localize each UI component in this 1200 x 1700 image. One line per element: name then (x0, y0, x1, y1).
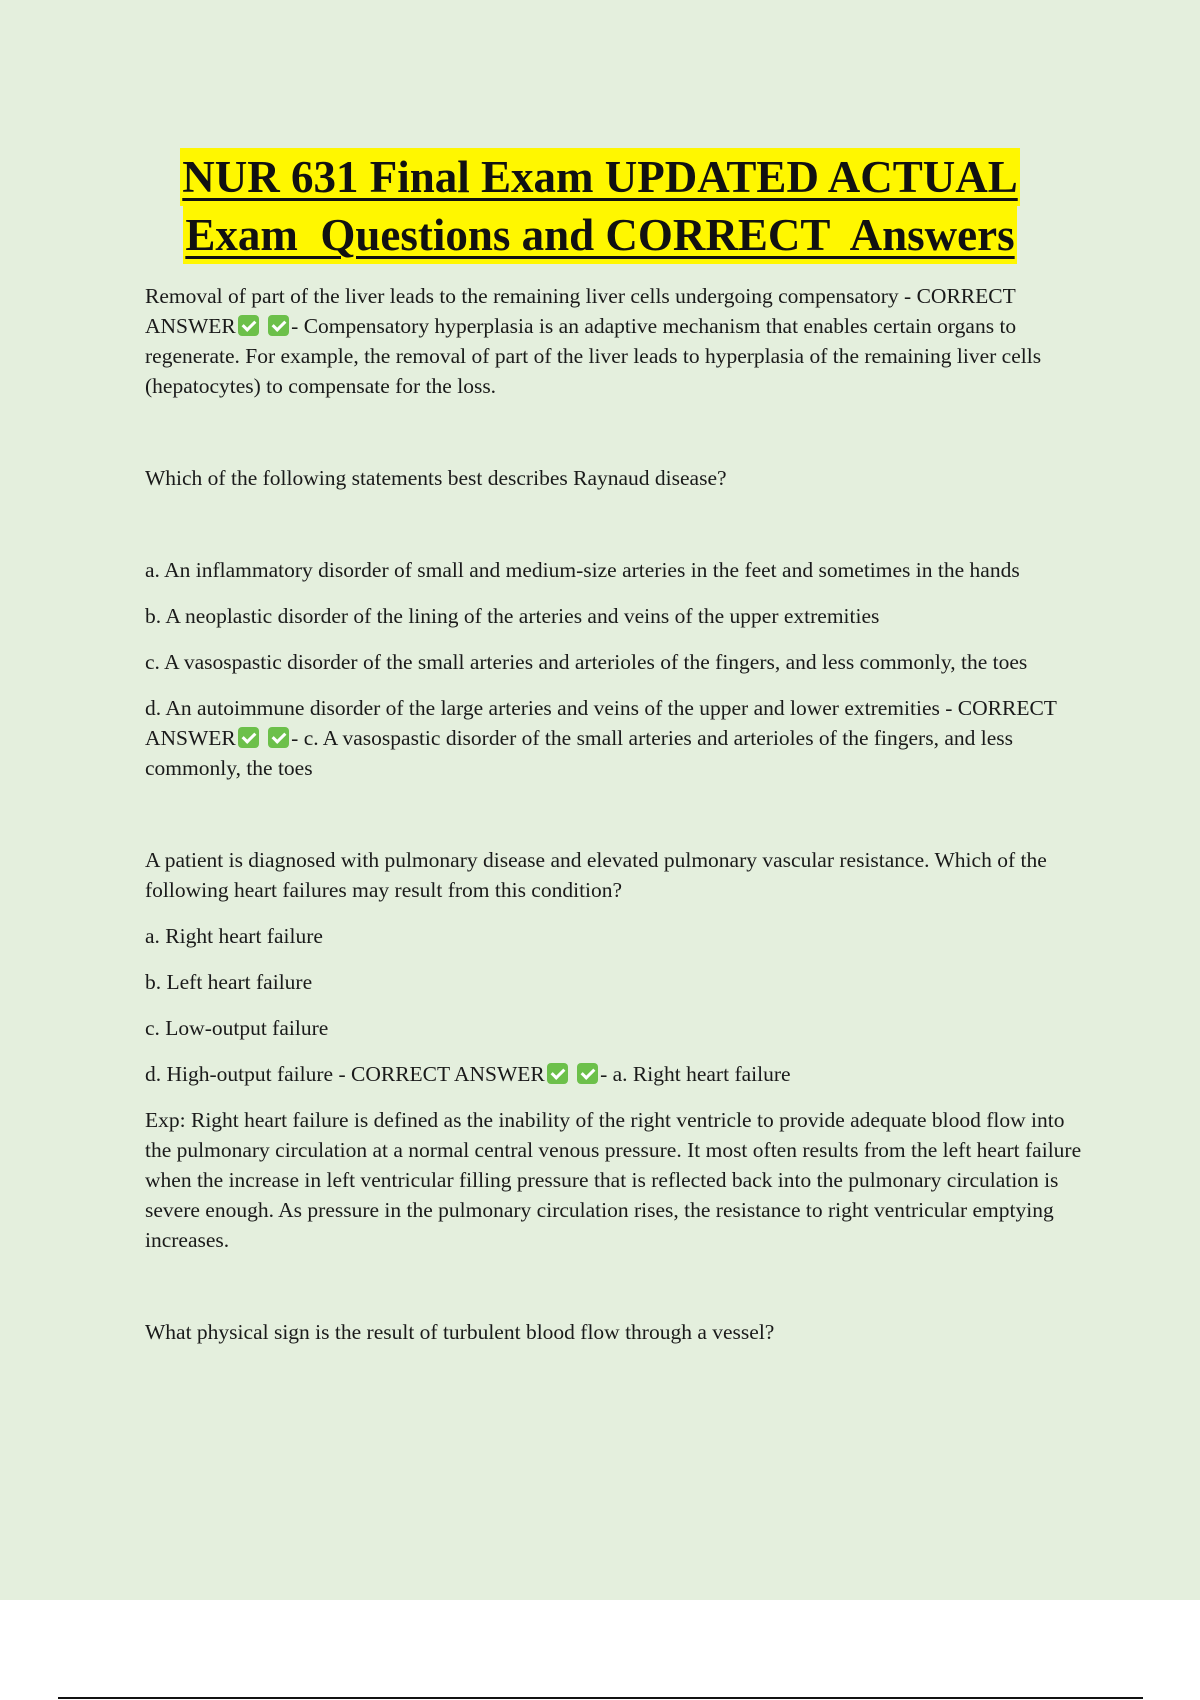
document-body (145, 281, 1095, 1347)
question-3-text: A patient is diagnosed with pulmonary disease and elevated pulmonary vascular resistance. Which of the following heart failures may result from this condition? (145, 848, 1047, 902)
question-1 (145, 281, 1095, 401)
title-line-1: NUR 631 Final Exam UPDATED ACTUAL (180, 148, 1019, 206)
question-3-option-d (145, 1059, 1095, 1089)
question-3-option-c: c. Low-output failure (145, 1016, 329, 1040)
question-2-text: Which of the following statements best describes Raynaud disease? (145, 466, 727, 490)
question-3-answer: - a. Right heart failure (600, 1062, 791, 1086)
check-box-icon (238, 315, 259, 336)
check-box-icon (268, 727, 289, 748)
question-2-option-c: c. A vasospastic disorder of the small arteries and arterioles of the fingers, and less commonly, the toes (145, 650, 1028, 674)
question-2-option-d (145, 693, 1095, 783)
question-3-option-a: a. Right heart failure (145, 924, 323, 948)
document-title (0, 148, 1200, 264)
question-4-text: What physical sign is the result of turbulent blood flow through a vessel? (145, 1320, 775, 1344)
footer-divider (58, 1697, 1143, 1699)
check-box-icon (577, 1063, 598, 1084)
question-3-explanation: Exp: Right heart failure is defined as the inability of the right ventricle to provide adequate blood flow into the pulmonary circulation at a normal central venous pressure. It most often results from the left heart failure when the increase in left ventricular filling pressure that is reflected back into the pulmonary circulation is severe enough. As pressure in the pulmonary circulation rises, the resistance to right ventricular emptying increases. (145, 1108, 1082, 1252)
question-3-option-d-text: d. High-output failure - CORRECT ANSWER (145, 1062, 545, 1086)
check-box-icon (238, 727, 259, 748)
question-2-option-b: b. A neoplastic disorder of the lining of the arteries and veins of the upper extremities (145, 604, 880, 628)
question-2-option-a: a. An inflammatory disorder of small and medium-size arteries in the feet and sometimes in the hands (145, 558, 1020, 582)
question-2-option-d-text: d. An autoimmune disorder of the large arteries and veins of the upper and lower extremities - CORRECT ANSWER (145, 696, 1057, 750)
question-3-option-b: b. Left heart failure (145, 970, 313, 994)
check-box-icon (547, 1063, 568, 1084)
question-1-answer: - Compensatory hyperplasia is an adaptive mechanism that enables certain organs to regenerate. For example, the removal of part of the liver leads to hyperplasia of the remaining liver cells (hepatocytes) to compensate for the loss. (145, 314, 1042, 398)
question-1-text: Removal of part of the liver leads to the remaining liver cells undergoing compensatory - CORRECT ANSWER (145, 284, 1016, 338)
check-box-icon (268, 315, 289, 336)
title-line-2: Exam Questions and CORRECT Answers (183, 206, 1016, 264)
question-2-answer: - c. A vasospastic disorder of the small arteries and arterioles of the fingers, and less commonly, the toes (145, 726, 1013, 780)
